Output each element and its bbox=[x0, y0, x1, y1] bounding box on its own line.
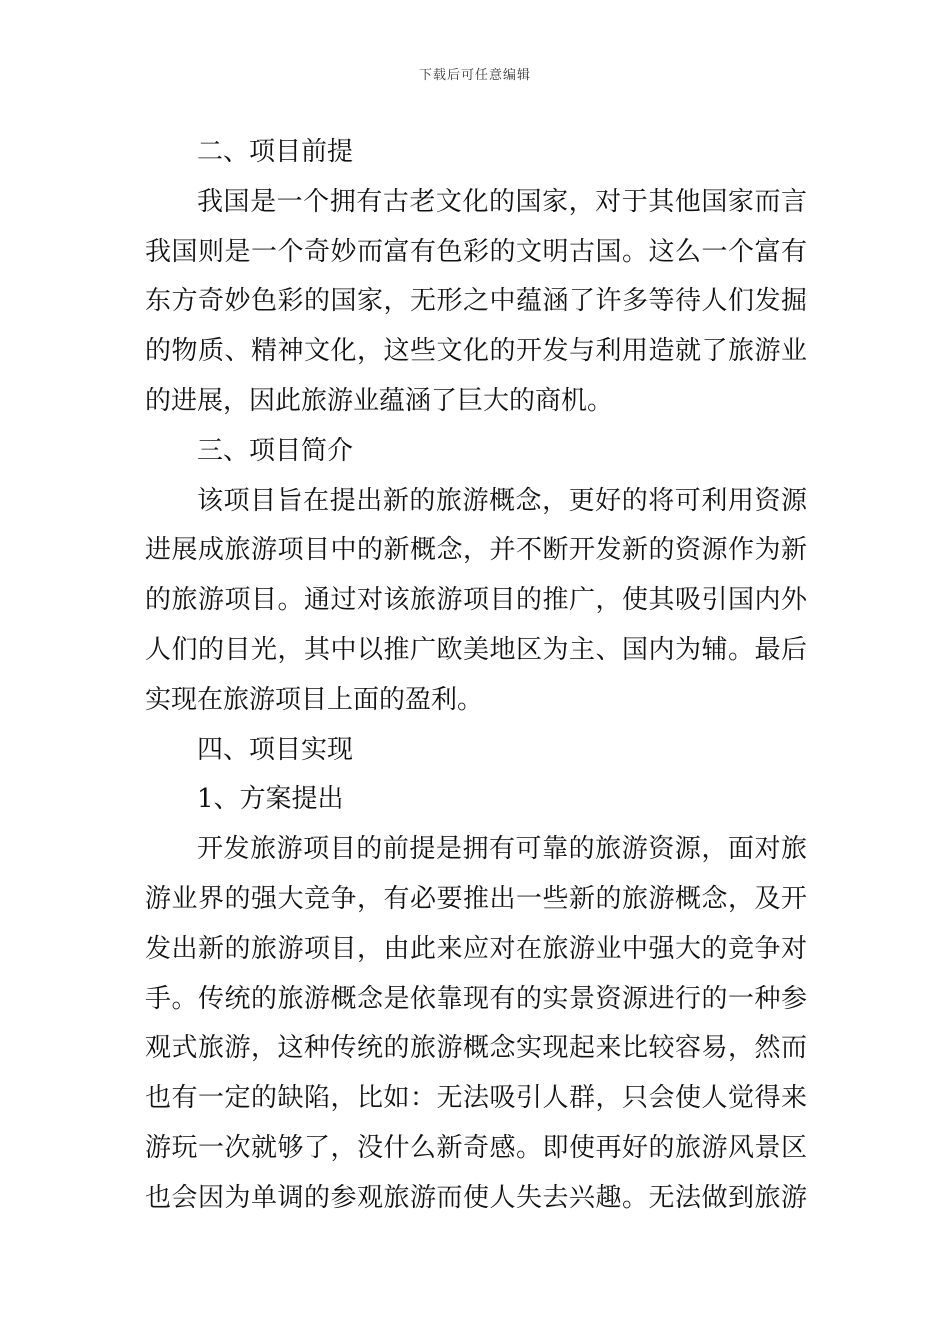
section-heading: 二、项目前提 bbox=[197, 137, 354, 167]
paragraph-line: 游业界的强大竞争，有必要推出一些新的旅游概念，及开 bbox=[145, 883, 807, 914]
document-body bbox=[145, 128, 807, 1224]
paragraph-line: 也有一定的缺陷，比如：无法吸引人群，只会使人觉得来 bbox=[145, 1083, 807, 1114]
paragraph-line: 人们的目光，其中以推广欧美地区为主、国内为辅。最后 bbox=[145, 634, 807, 665]
section-heading: 四、项目实现 bbox=[197, 734, 354, 765]
paragraph-line: 进展成旅游项目中的新概念，并不断开发新的资源作为新 bbox=[145, 535, 807, 566]
paragraph-line: 游玩一次就够了，没什么新奇感。即使再好的旅游风景区 bbox=[145, 1132, 807, 1163]
paragraph-line: 开发旅游项目的前提是拥有可靠的旅游资源，面对旅 bbox=[197, 834, 807, 865]
section-heading: 三、项目简介 bbox=[197, 435, 354, 466]
paragraph-line: 的旅游项目。通过对该旅游项目的推广，使其吸引国内外 bbox=[145, 585, 807, 616]
subsection-heading: 1、方案提出 bbox=[197, 784, 344, 815]
paragraph-line: 我国则是一个奇妙而富有色彩的文明古国。这么一个富有 bbox=[145, 236, 807, 267]
paragraph-line: 实现在旅游项目上面的盈利。 bbox=[145, 684, 484, 715]
paragraph-line: 手。传统的旅游概念是依靠现有的实景资源进行的一种参 bbox=[145, 983, 807, 1014]
paragraph-line: 该项目旨在提出新的旅游概念，更好的将可利用资源 bbox=[197, 485, 807, 516]
paragraph-line: 也会因为单调的参观旅游而使人失去兴趣。无法做到旅游 bbox=[145, 1182, 807, 1213]
paragraph-line: 的物质、精神文化，这些文化的开发与利用造就了旅游业 bbox=[145, 336, 807, 367]
paragraph-line: 我国是一个拥有古老文化的国家，对于其他国家而言 bbox=[197, 186, 807, 217]
paragraph-line: 观式旅游，这种传统的旅游概念实现起来比较容易，然而 bbox=[145, 1033, 807, 1064]
paragraph-line: 东方奇妙色彩的国家，无形之中蕴涵了许多等待人们发掘 bbox=[145, 286, 807, 317]
paragraph-line: 的进展，因此旅游业蕴涵了巨大的商机。 bbox=[145, 385, 614, 416]
page-header-note: 下载后可任意编辑 bbox=[418, 68, 531, 83]
paragraph-line: 发出新的旅游项目，由此来应对在旅游业中强大的竞争对 bbox=[145, 933, 807, 964]
